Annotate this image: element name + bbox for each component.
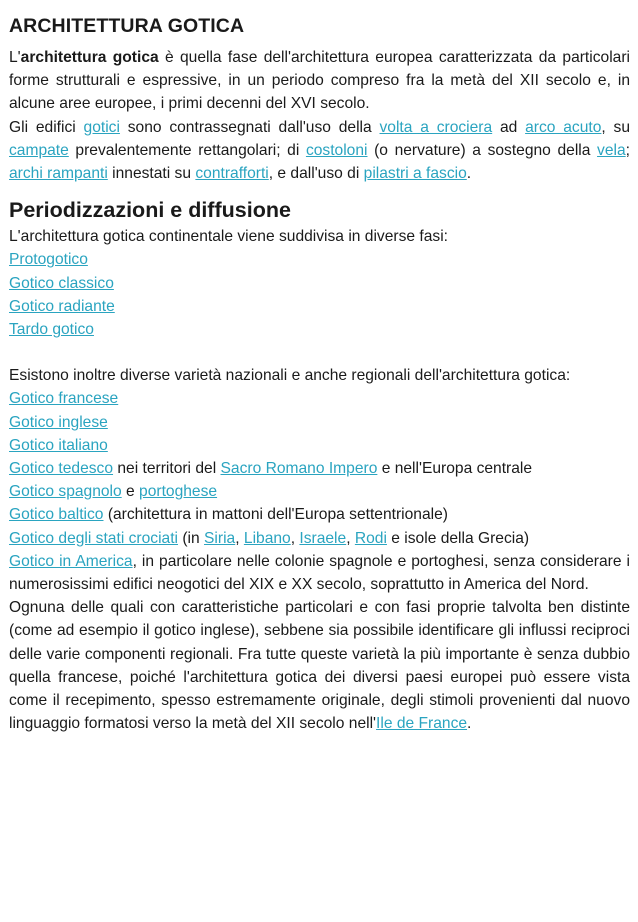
closing-paragraph [9, 596, 630, 735]
link-gotico-stati-crociati[interactable]: Gotico degli stati crociati [9, 529, 179, 547]
intro-paragraph [9, 46, 630, 116]
text: , [346, 529, 355, 547]
link-tardo-gotico[interactable]: Tardo gotico [9, 321, 94, 339]
link-gotici[interactable]: gotici [83, 118, 120, 136]
intro-text: L' [9, 49, 21, 66]
text: Ognuna delle quali con caratteristiche particolari e con fasi proprie talvolta ben distinte (come ad esempio il gotico inglese), sebbene sia possibile identificare gli influssi reciproci delle varie componenti regionali. Fra tutte queste varietà la più importante è senza dubbio quella francese, poiché l'architettura gotica dei diversi paesi europei può essere vista come il recepimento, spesso estremamente originale, degli stimoli provenienti dal nuovo linguaggio formatosi verso la metà del XII secolo nell' [9, 599, 630, 733]
link-libano[interactable]: Libano [243, 529, 291, 547]
text: , in particolare nelle colonie spagnole e portoghesi, senza considerare i numerosissimi edifici neogotici del XIX e XX secolo, soprattutto in America del Nord. [9, 552, 630, 594]
phases-list [9, 248, 630, 341]
text: , [235, 529, 244, 547]
text: . [467, 715, 472, 733]
link-gotico-classico[interactable]: Gotico classico [9, 274, 114, 292]
link-arco-acuto[interactable]: arco acuto [525, 118, 602, 136]
link-costoloni[interactable]: costoloni [305, 141, 368, 159]
features-paragraph [9, 116, 630, 186]
text: Gli edifici [9, 118, 84, 136]
text: (o nervature) a sostegno della [367, 141, 598, 159]
text: ; [625, 141, 630, 159]
text: ad [492, 118, 526, 136]
link-rodi[interactable]: Rodi [354, 529, 387, 547]
text: (in [178, 529, 205, 547]
link-gotico-spagnolo[interactable]: Gotico spagnolo [9, 483, 122, 501]
variant-crociati [9, 527, 630, 550]
spacer [9, 341, 630, 364]
link-portoghese[interactable]: portoghese [139, 483, 218, 501]
link-archi-rampanti[interactable]: archi rampanti [9, 165, 108, 183]
link-gotico-baltico[interactable]: Gotico baltico [9, 506, 104, 524]
intro-bold-term: architettura gotica [20, 49, 159, 66]
text: innestati su [107, 165, 196, 183]
link-ile-de-france[interactable]: Ile de France [376, 715, 468, 733]
link-contrafforti[interactable]: contrafforti [195, 165, 269, 183]
text: sono contrassegnati dall'uso della [119, 118, 380, 136]
text: e [121, 483, 140, 501]
link-gotico-radiante[interactable]: Gotico radiante [9, 297, 115, 315]
intro-text: è quella fase dell'architettura europea caratterizzata da particolari forme strutturali e espressive, in un periodo compreso fra la metà del XII secolo e, in alcune aree europee, i primi decenni del XVI secolo. [9, 49, 630, 113]
link-pilastri-a-fascio[interactable]: pilastri a fascio [363, 165, 467, 183]
variant-america [9, 550, 630, 596]
text: e nell'Europa centrale [377, 460, 533, 478]
variant-tedesco [9, 457, 630, 480]
text: , e dall'uso di [268, 165, 364, 183]
variants-list [9, 387, 630, 596]
link-vela[interactable]: vela [597, 141, 626, 159]
text: . [466, 165, 472, 183]
link-gotico-italiano[interactable]: Gotico italiano [9, 436, 108, 454]
link-gotico-francese[interactable]: Gotico francese [9, 390, 119, 408]
text: prevalentemente rettangolari; di [68, 141, 306, 159]
page-title: ARCHITETTURA GOTICA [9, 15, 245, 37]
link-siria[interactable]: Siria [204, 529, 236, 547]
text: (architettura in mattoni dell'Europa settentrionale) [103, 506, 448, 524]
text: , [290, 529, 300, 547]
link-protogotico[interactable]: Protogotico [9, 251, 88, 269]
link-gotico-in-america[interactable]: Gotico in America [9, 552, 133, 570]
variant-baltico [9, 503, 630, 526]
link-israele[interactable]: Israele [299, 529, 347, 547]
link-campate[interactable]: campate [9, 141, 69, 159]
text: , su [601, 118, 630, 136]
variants-intro: Esistono inoltre diverse varietà nazionali e anche regionali dell'architettura gotica: [9, 367, 571, 385]
text: e isole della Grecia) [386, 529, 530, 547]
link-volta-a-crociera[interactable]: volta a crociera [379, 118, 493, 136]
phases-intro: L'architettura gotica continentale viene suddivisa in diverse fasi: [9, 228, 448, 246]
link-sacro-romano-impero[interactable]: Sacro Romano Impero [220, 460, 378, 478]
link-gotico-tedesco[interactable]: Gotico tedesco [9, 460, 114, 478]
section-heading: Periodizzazioni e diffusione [9, 198, 291, 223]
variant-spagnolo [9, 480, 630, 503]
link-gotico-inglese[interactable]: Gotico inglese [9, 413, 108, 431]
text: nei territori del [113, 460, 221, 478]
